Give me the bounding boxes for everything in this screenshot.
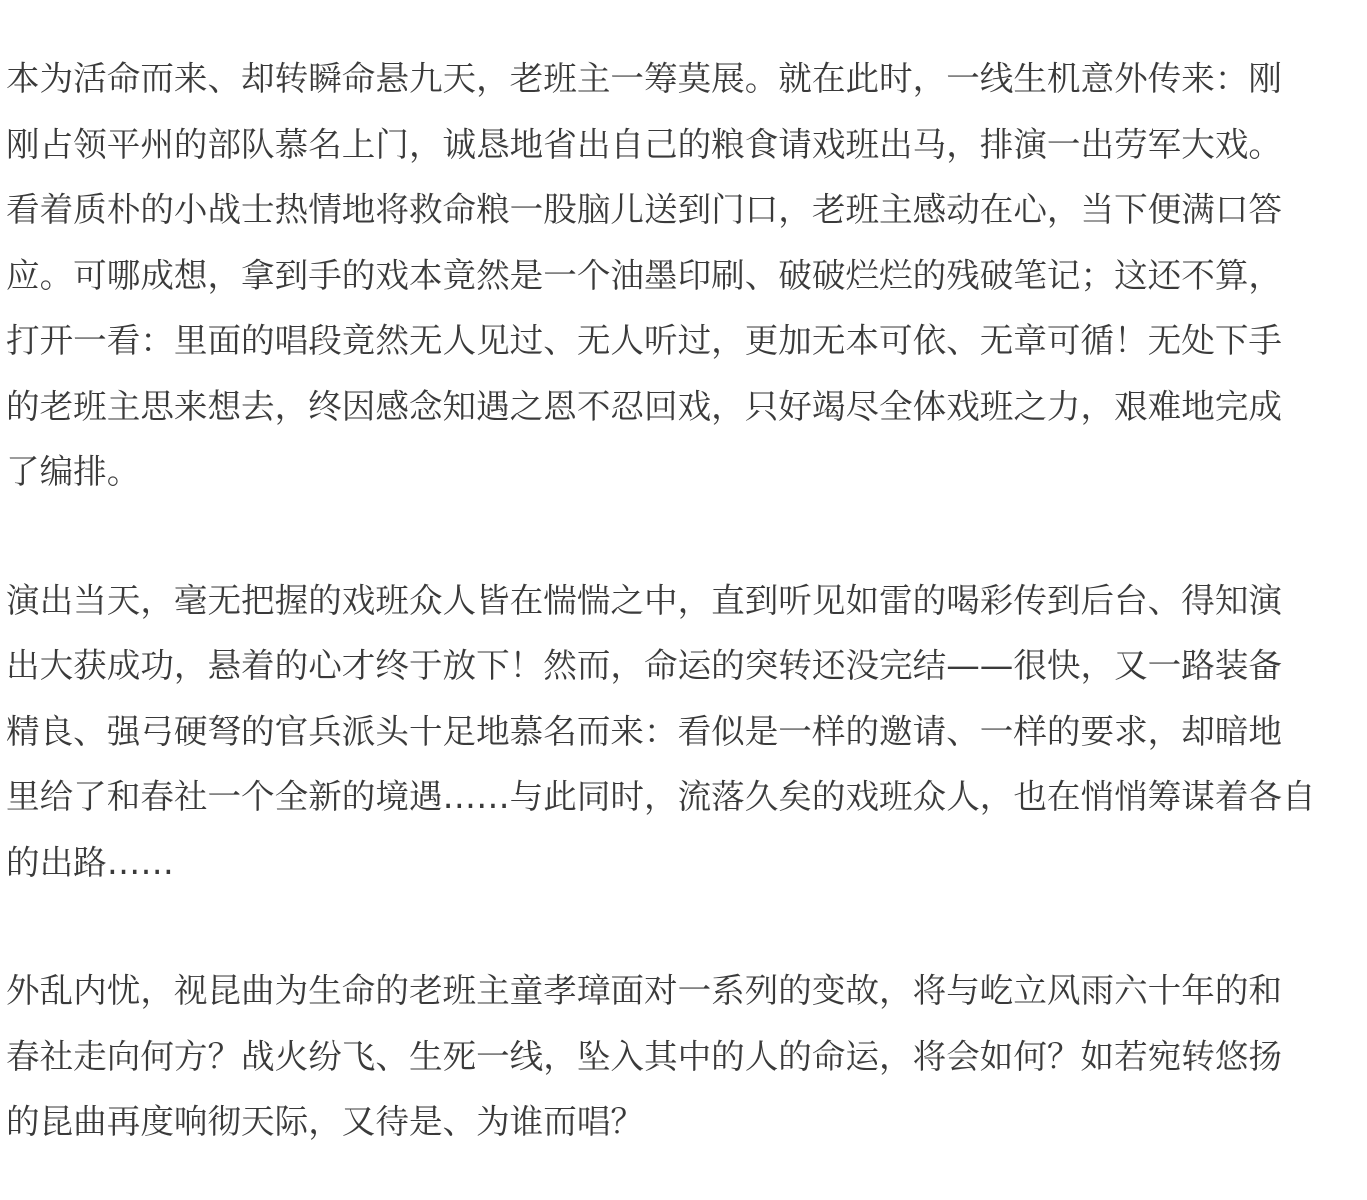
- text-line: 外乱内忧，视昆曲为生命的老班主童孝璋面对一系列的变故，将与屹立风雨六十年的和: [6, 971, 1282, 1010]
- text-line: 了编排。: [6, 452, 141, 491]
- text-line: 刚占领平州的部队慕名上门，诚恳地省出自己的粮食请戏班出马，排演一出劳军大戏。: [6, 124, 1282, 164]
- text-line: 打开一看：里面的唱段竟然无人见过、无人听过，更加无本可依、无章可循！无处下手: [6, 321, 1282, 360]
- text-line: 应。可哪成想，拿到手的戏本竟然是一个油墨印刷、破破烂烂的残破笔记；这还不算，: [6, 255, 1282, 295]
- text-line: 演出当天，毫无把握的戏班众人皆在惴惴之中，直到听见如雷的喝彩传到后台、得知演: [6, 580, 1282, 620]
- paragraph-3: [6, 958, 1367, 1155]
- text-line: 的老班主思来想去，终因感念知遇之恩不忍回戏，只好竭尽全体戏班之力，艰难地完成: [6, 386, 1282, 426]
- text-line: 精良、强弓硬弩的官兵派头十足地慕名而来：看似是一样的邀请、一样的要求，却暗地: [6, 711, 1282, 751]
- article-body: [6, 46, 1367, 1155]
- paragraph-1: [6, 46, 1367, 505]
- text-line: 里给了和春社一个全新的境遇……与此同时，流落久矣的戏班众人，也在悄悄筹谋着各自: [6, 777, 1316, 816]
- text-line: 本为活命而来、却转瞬命悬九天，老班主一筹莫展。就在此时，一线生机意外传来：刚: [6, 59, 1282, 98]
- text-line: 看着质朴的小战士热情地将救命粮一股脑儿送到门口，老班主感动在心，当下便满口答: [6, 190, 1282, 229]
- text-line: 的昆曲再度响彻天际，又待是、为谁而唱？: [6, 1102, 644, 1141]
- text-line: 的出路……: [6, 842, 174, 882]
- paragraph-2: [6, 568, 1367, 896]
- text-line: 出大获成功，悬着的心才终于放下！然而，命运的突转还没完结——很快，又一路装备: [6, 646, 1282, 685]
- text-line: 春社走向何方？战火纷飞、生死一线，坠入其中的人的命运，将会如何？如若宛转悠扬: [6, 1036, 1282, 1076]
